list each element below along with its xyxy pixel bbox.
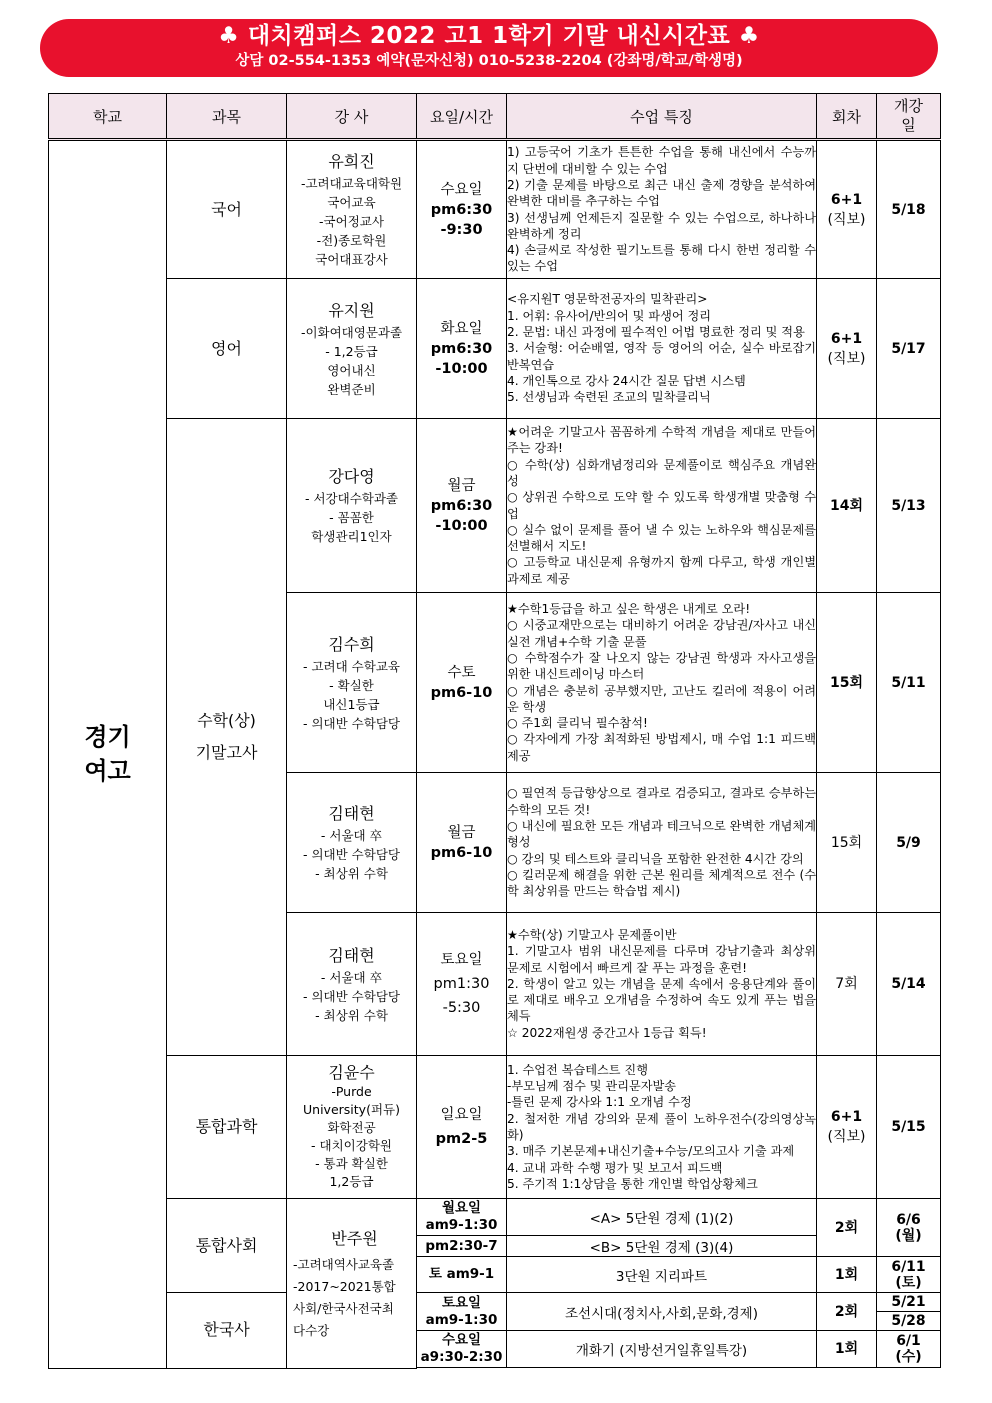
time-cell: pm2:30-7 [417, 1236, 507, 1257]
teacher-cell: 반주원 -고려대역사교육졸 -2017~2021통합 사회/한국사전국최 다수강 [287, 1199, 417, 1369]
time-cell: 토요일 pm1:30 -5:30 [417, 913, 507, 1056]
teacher-cell: 유지원 -이화여대영문과졸 - 1,2등급 영어내신 완벽준비 [287, 279, 417, 419]
count-cell: 6+1 (직보) [817, 140, 877, 279]
time-cell: 토요일 am9-1:30 [417, 1293, 507, 1331]
time-cell: 월요일 am9-1:30 [417, 1199, 507, 1236]
school-cell: 경기 여고 [49, 140, 167, 1369]
open-date-cell: 6/6 (월) [877, 1199, 941, 1257]
teacher-cell: 유희진 -고려대교육대학원 국어교육 -국어정교사 -전)종로학원 국어대표강사 [287, 140, 417, 279]
open-date-cell: 5/21 [877, 1293, 941, 1312]
subject-cell: 국어 [167, 140, 287, 279]
open-date-cell: 5/11 [877, 593, 941, 773]
count-cell: 6+1 (직보) [817, 279, 877, 419]
features-cell: <A> 5단원 경제 (1)(2) [507, 1199, 817, 1236]
time-cell: 화요일 pm6:30 -10:00 [417, 279, 507, 419]
count-cell: 15회 [817, 773, 877, 913]
open-date-cell: 5/28 [877, 1312, 941, 1331]
time-cell: 월금 pm6:30 -10:00 [417, 419, 507, 593]
table-row [49, 279, 941, 419]
open-date-cell: 5/13 [877, 419, 941, 593]
time-cell: 토 am9-1 [417, 1257, 507, 1293]
features-cell: 개화기 (지방선거일휴일특강) [507, 1331, 817, 1368]
features-cell: 3단원 지리파트 [507, 1257, 817, 1293]
teacher-cell: 김태현 - 서울대 卒 - 의대반 수학담당 - 최상위 수학 [287, 773, 417, 913]
header-school: 학교 [49, 94, 167, 140]
subject-cell: 통합사회 [167, 1199, 287, 1293]
count-cell: 1회 [817, 1257, 877, 1293]
subject-cell: 영어 [167, 279, 287, 419]
teacher-cell: 강다영 - 서강대수학과졸 - 꼼꼼한 학생관리1인자 [287, 419, 417, 593]
open-date-cell: 5/15 [877, 1056, 941, 1199]
table-row [49, 1056, 941, 1199]
count-cell: 2회 [817, 1293, 877, 1331]
count-cell: 1회 [817, 1331, 877, 1368]
title-banner [40, 19, 938, 77]
time-cell: 수토 pm6-10 [417, 593, 507, 773]
features-cell: ○ 필연적 등급향상으로 결과로 검증되고, 결과로 승부하는 수학의 모든 것! ○ 내신에 필요한 모든 개념과 테크닉으로 완벽한 개념체계 형성 ○ 강의 및 테스트와 클리닉을 포함한 완전한 4시간 강의 ○ 킬러문제 해결을 위한 근본 원리를 체계적으로 전수 (수학 최상위를 만드는 학습법 제시) [507, 773, 817, 913]
count-cell: 14회 [817, 419, 877, 593]
features-cell: 조선시대(정치사,사회,문화,경제) [507, 1293, 817, 1331]
page-title: ♣ 대치캠퍼스 2022 고1 1학기 기말 내신시간표 ♣ [218, 23, 760, 49]
subject-cell: 수학(상) 기말고사 [167, 419, 287, 1056]
features-cell: <B> 5단원 경제 (3)(4) [507, 1236, 817, 1257]
count-cell: 7회 [817, 913, 877, 1056]
open-date-cell: 5/18 [877, 140, 941, 279]
count-cell: 15회 [817, 593, 877, 773]
subject-cell: 한국사 [167, 1293, 287, 1369]
time-cell: 일요일 pm2-5 [417, 1056, 507, 1199]
header-open-date: 개강 일 [877, 94, 941, 140]
open-date-cell: 6/11 (토) [877, 1257, 941, 1293]
header-subject: 과목 [167, 94, 287, 140]
table-row [49, 1199, 941, 1236]
time-cell: 수요일 a9:30-2:30 [417, 1331, 507, 1368]
time-cell: 수요일 pm6:30 -9:30 [417, 140, 507, 279]
header-features: 수업 특징 [507, 94, 817, 140]
features-cell: 1. 수업전 복습테스트 진행 -부모님께 점수 및 관리문자발송 -틀린 문제 강사와 1:1 오개념 수정 2. 철저한 개념 강의와 문제 풀이 노하우전수(강의영상녹화) 3. 매주 기본문제+내신기출+수능/모의고사 기출 과제 4. 교내 과학 수행 평가 및 보고서 피드백 5. 주기적 1:1상담을 통한 개인별 학업상황체크 [507, 1056, 817, 1199]
header-time: 요일/시간 [417, 94, 507, 140]
features-cell: ★어려운 기말고사 꼼꼼하게 수학적 개념을 제대로 만들어주는 강좌! ○ 수학(상) 심화개념정리와 문제풀이로 핵심주요 개념완성 ○ 상위권 수학으로 도약 할 수 있도록 학생개별 맞춤형 수업 ○ 실수 없이 문제를 풀어 낼 수 있는 노하우와 핵심문제를 선별해서 지도! ○ 고등학교 내신문제 유형까지 함께 다루고, 학생 개인별 과제로 제공 [507, 419, 817, 593]
features-cell: ★수학(상) 기말고사 문제풀이반 1. 기말고사 범위 내신문제를 다루며 강남기출과 최상위 문제로 시험에서 빠르게 잘 푸는 과정을 훈련! 2. 학생이 알고 있는 개념을 문제 속에서 응용단계와 풀이로 제대로 배우고 오개념을 수정하여 속도 있게 푸는 법을 체득 ☆ 2022재원생 중간고사 1등급 획득! [507, 913, 817, 1056]
teacher-cell: 김수희 - 고려대 수학교육 - 확실한 내신1등급 - 의대반 수학담당 [287, 593, 417, 773]
features-cell: <유지원T 영문학전공자의 밀착관리> 1. 어휘: 유사어/반의어 및 파생어 정리 2. 문법: 내신 과정에 필수적인 어법 명료한 정리 및 적용 3. 서술형: 어순배열, 영작 등 영어의 어순, 실수 바로잡기 반복연습 4. 개인톡으로 강사 24시간 질문 답변 시스템 5. 선생님과 숙련된 조교의 밀착클리닉 [507, 279, 817, 419]
count-cell: 6+1 (직보) [817, 1056, 877, 1199]
time-cell: 월금 pm6-10 [417, 773, 507, 913]
open-date-cell: 5/9 [877, 773, 941, 913]
timetable [48, 93, 941, 1369]
table-row [49, 140, 941, 279]
open-date-cell: 6/1 (수) [877, 1331, 941, 1368]
subject-cell: 통합과학 [167, 1056, 287, 1199]
teacher-cell: 김태현 - 서울대 卒 - 의대반 수학담당 - 최상위 수학 [287, 913, 417, 1056]
header-count: 회차 [817, 94, 877, 140]
teacher-cell: 김윤수 -Purde University(퍼듀) 화학전공 - 대치이강학원 - 통과 확실한 1,2등급 [287, 1056, 417, 1199]
header-row [49, 94, 941, 140]
table-row [49, 1293, 941, 1312]
table-row [49, 419, 941, 593]
count-cell: 2회 [817, 1199, 877, 1257]
open-date-cell: 5/14 [877, 913, 941, 1056]
features-cell: 1) 고등국어 기초가 튼튼한 수업을 통해 내신에서 수능까지 단번에 대비할 수 있는 수업 2) 기출 문제를 바탕으로 최근 내신 출제 경향을 분석하여 완벽한 대비를 추구하는 수업 3) 선생님께 언제든지 질문할 수 있는 수업으로, 하나하나 완벽하게 정리 4) 손글씨로 작성한 필기노트를 통해 다시 한번 정리할 수 있는 수업 [507, 140, 817, 279]
contact-line: 상담 02-554-1353 예약(문자신청) 010-5238-2204 (강좌명/학교/학생명) [235, 53, 743, 69]
open-date-cell: 5/17 [877, 279, 941, 419]
header-teacher: 강 사 [287, 94, 417, 140]
features-cell: ★수학1등급을 하고 싶은 학생은 내게로 오라! ○ 시중교재만으로는 대비하기 어려운 강남권/자사고 내신실전 개념+수학 기출 문풀 ○ 수학점수가 잘 나오지 않는 강남권 학생과 자사고생을 위한 내신트레이닝 마스터 ○ 개념은 충분히 공부했지만, 고난도 킬러에 적용이 어려운 학생 ○ 주1회 클리닉 필수참석! ○ 각자에게 가장 최적화된 방법제시, 매 수업 1:1 피드백 제공 [507, 593, 817, 773]
